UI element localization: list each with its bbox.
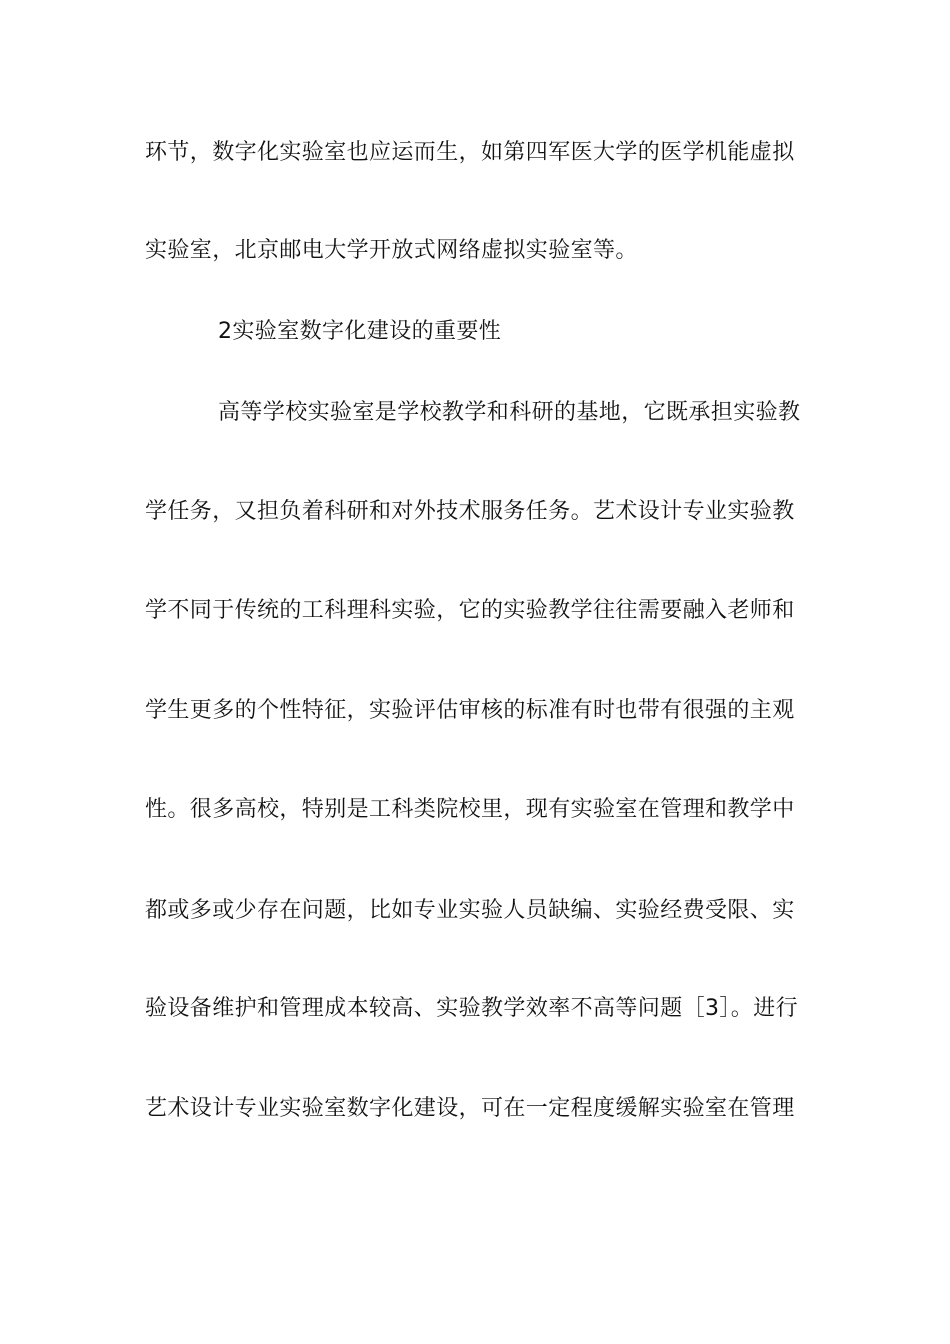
text-line-2: 实验室，北京邮电大学开放式网络虚拟实验室等。 — [145, 238, 638, 263]
text-line-9: 都或多或少存在问题，比如专业实验人员缺编、实验经费受限、实 — [145, 898, 795, 923]
text-line-7: 学生更多的个性特征，实验评估审核的标准有时也带有很强的主观 — [145, 698, 795, 723]
text-line-1: 环节，数字化实验室也应运而生，如第四军医大学的医学机能虚拟 — [145, 140, 795, 165]
text-line-5: 学任务，又担负着科研和对外技术服务任务。艺术设计专业实验教 — [145, 499, 795, 524]
text-line-6: 学不同于传统的工科理科实验，它的实验教学往往需要融入老师和 — [145, 598, 795, 623]
paragraph-first-line: 高等学校实验室是学校教学和科研的基地，它既承担实验教 — [218, 400, 801, 425]
text-line-10: 验设备维护和管理成本较高、实验教学效率不高等问题［3］。进行 — [145, 996, 798, 1021]
text-line-11: 艺术设计专业实验室数字化建设，可在一定程度缓解实验室在管理 — [145, 1096, 795, 1121]
section-heading: 2实验室数字化建设的重要性 — [218, 319, 502, 344]
text-line-8: 性。很多高校，特别是工科类院校里，现有实验室在管理和教学中 — [145, 797, 795, 822]
